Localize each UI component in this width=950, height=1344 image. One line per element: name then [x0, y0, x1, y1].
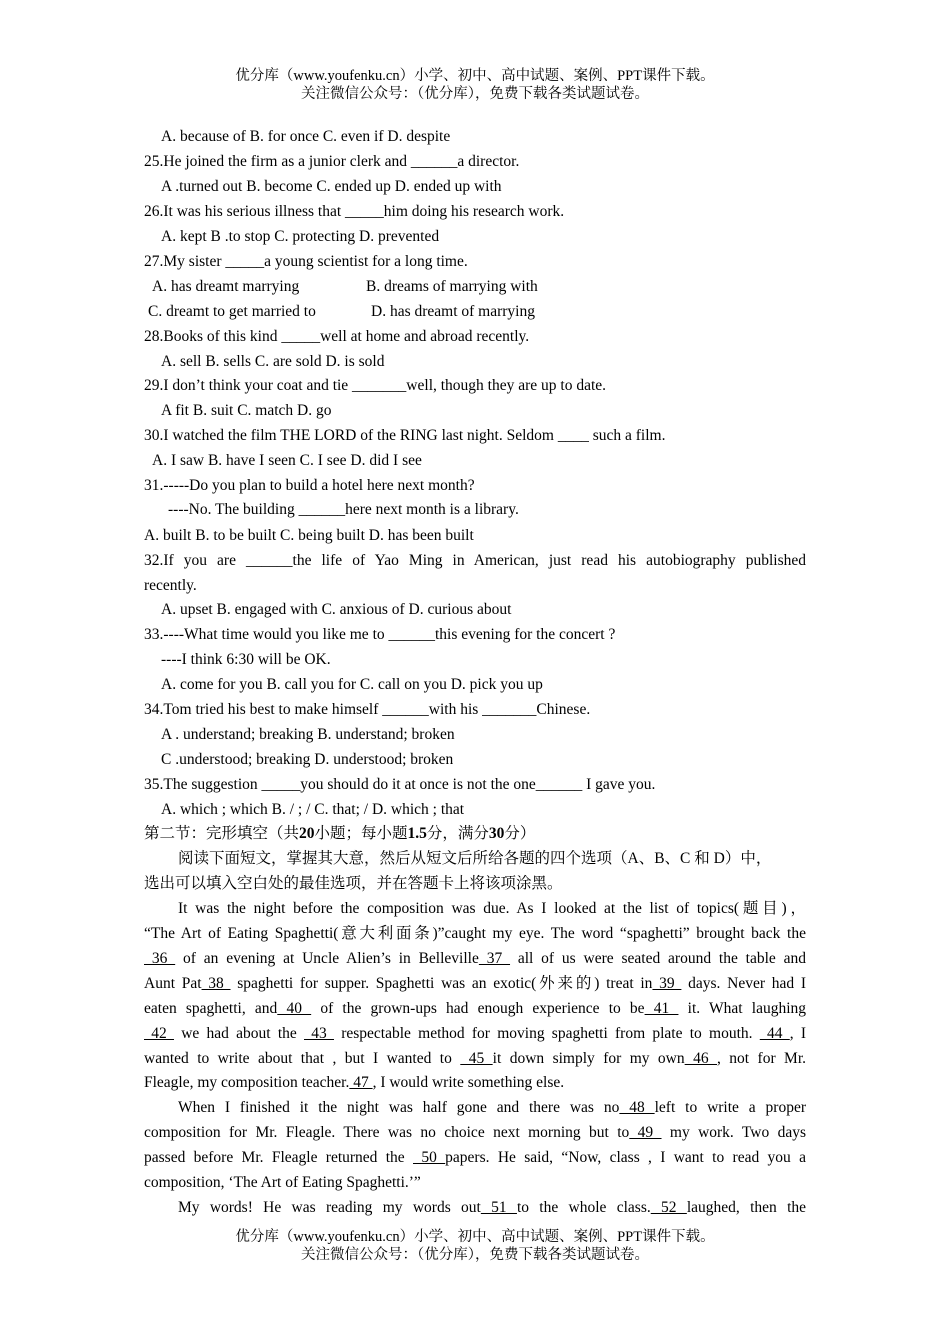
q30-stem: 30.I watched the film THE LORD of the RING last night. Seldom ____ such a film.: [144, 427, 666, 444]
q34-options-cd: C .understood; breaking D. understood; broken: [161, 751, 454, 768]
blank-number: 45: [460, 1050, 493, 1067]
passage-line: When I finished it the night was half gone and there was no 48 left to write a proper: [178, 1099, 807, 1116]
q33-options: A. come for you B. call you for C. call on you D. pick you up: [161, 676, 543, 693]
blank-number: 48: [619, 1099, 655, 1116]
header-line-1: 优分库（www.youfenku.cn）小学、初中、高中试题、案例、PPT课件下载。: [235, 68, 715, 84]
q27-option-c: C. dreamt to get married to: [148, 303, 316, 320]
q25-stem: 25.He joined the firm as a junior clerk and ______a director.: [144, 153, 520, 170]
blank-number: 49: [629, 1124, 662, 1141]
passage-line: Aunt Pat 38 spaghetti for supper. Spaghetti was an exotic(外来的) treat in 39 days. Never had I: [144, 975, 807, 992]
blank-number: 41: [644, 1000, 679, 1017]
instructions-line-2: 选出可以填入空白处的最佳选项，并在答题卡上将该项涂黑。: [144, 875, 563, 892]
passage-line: eaten spaghetti, and 40 of the grown-ups had enough experience to be 41 it. What laughing: [144, 1000, 807, 1017]
passage-line: wanted to write about that , but I wanted to 45 it down simply for my own 46 , not for Mr.: [144, 1050, 807, 1067]
q27-option-d: D. has dreamt of marrying: [371, 303, 535, 320]
section-heading: 第二节：完形填空（共20小题；每小题1.5分，满分30分）: [144, 825, 536, 842]
blank-number: 38: [201, 975, 231, 992]
blank-number: 47: [349, 1074, 373, 1091]
q31-reply: ----No. The building ______here next month is a library.: [168, 501, 519, 518]
passage-line: Fleagle, my composition teacher. 47 , I would write something else.: [144, 1074, 565, 1091]
header-line-2: 关注微信公众号：（优分库），免费下载各类试题试卷。: [301, 86, 649, 102]
passage-line: 42 we had about the 43 respectable method for moving spaghetti from plate to mouth. 44 , I: [144, 1025, 807, 1042]
q31-stem: 31.-----Do you plan to build a hotel here next month?: [144, 477, 475, 494]
page-header: [0, 67, 950, 103]
blank-number: 42: [144, 1025, 174, 1042]
q35-stem: 35.The suggestion _____you should do it at once is not the one______ I gave you.: [144, 776, 656, 793]
q31-options: A. built B. to be built C. being built D. has been built: [144, 527, 474, 544]
blank-number: 51: [480, 1199, 517, 1216]
instructions-line-1: 阅读下面短文，掌握其大意，然后从短文后所给各题的四个选项（A、B、C 和 D）中，: [178, 850, 772, 867]
q24-options: A. because of B. for once C. even if D. despite: [161, 128, 451, 145]
q29-options: A fit B. suit C. match D. go: [161, 402, 332, 419]
blank-number: 36: [144, 950, 176, 967]
q26-stem: 26.It was his serious illness that _____him doing his research work.: [144, 203, 565, 220]
blank-number: 44: [759, 1025, 790, 1042]
q27-option-a: A. has dreamt marrying: [152, 278, 300, 295]
q33-stem: 33.----What time would you like me to ______this evening for the concert ?: [144, 626, 616, 643]
q32-stem: 32.If you are ______the life of Yao Ming in American, just read his autobiography published: [144, 552, 806, 569]
passage-line: My words! He was reading my words out 51 to the whole class. 52 laughed, then the: [178, 1199, 807, 1216]
passage-line: 36 of an evening at Uncle Alien’s in Belleville 37 all of us were seated around the table and: [144, 950, 807, 967]
blank-number: 37: [478, 950, 511, 967]
footer-line-1: 优分库（www.youfenku.cn）小学、初中、高中试题、案例、PPT课件下载。: [235, 1229, 715, 1245]
blank-number: 46: [684, 1050, 717, 1067]
q32-options: A. upset B. engaged with C. anxious of D. curious about: [161, 601, 512, 618]
blank-number: 50: [413, 1149, 446, 1166]
passage-line: composition, ‘The Art of Eating Spaghetti.’”: [144, 1174, 421, 1191]
q28-options: A. sell B. sells C. are sold D. is sold: [161, 353, 385, 370]
passage-line: It was the night before the composition was due. As I looked at the list of topics(题目)，: [178, 900, 806, 917]
footer-line-2: 关注微信公众号：（优分库），免费下载各类试题试卷。: [301, 1247, 649, 1263]
q28-stem: 28.Books of this kind _____well at home and abroad recently.: [144, 328, 530, 345]
blank-number: 40: [277, 1000, 312, 1017]
q35-options: A. which ; which B. / ; / C. that; / D. which ; that: [161, 801, 465, 818]
page-footer: [0, 1228, 950, 1264]
q26-options: A. kept B .to stop C. protecting D. prevented: [161, 228, 440, 245]
q33-reply: ----I think 6:30 will be OK.: [161, 651, 331, 668]
q27-stem: 27.My sister _____a young scientist for a long time.: [144, 253, 468, 270]
passage-line: passed before Mr. Fleagle returned the 50 papers. He said, “Now, class , I want to read you a: [144, 1149, 807, 1166]
passage-line: composition for Mr. Fleagle. There was no choice next morning but to 49 my work. Two days: [144, 1124, 807, 1141]
q30-options: A. I saw B. have I seen C. I see D. did I see: [152, 452, 422, 469]
blank-number: 43: [304, 1025, 334, 1042]
blank-number: 52: [650, 1199, 687, 1216]
q27-option-b: B. dreams of marrying with: [366, 278, 538, 295]
q34-options-ab: A . understand; breaking B. understand; broken: [161, 726, 455, 743]
q25-options: A .turned out B. become C. ended up D. ended up with: [161, 178, 502, 195]
q29-stem: 29.I don’t think your coat and tie _______well, though they are up to date.: [144, 377, 607, 394]
blank-number: 39: [652, 975, 682, 992]
passage-line: “The Art of Eating Spaghetti(意大利面条)”caught my eye. The word “spaghetti” brought back the: [144, 925, 806, 942]
q34-stem: 34.Tom tried his best to make himself ______with his _______Chinese.: [144, 701, 591, 718]
q32-stem-cont: recently.: [144, 577, 197, 594]
